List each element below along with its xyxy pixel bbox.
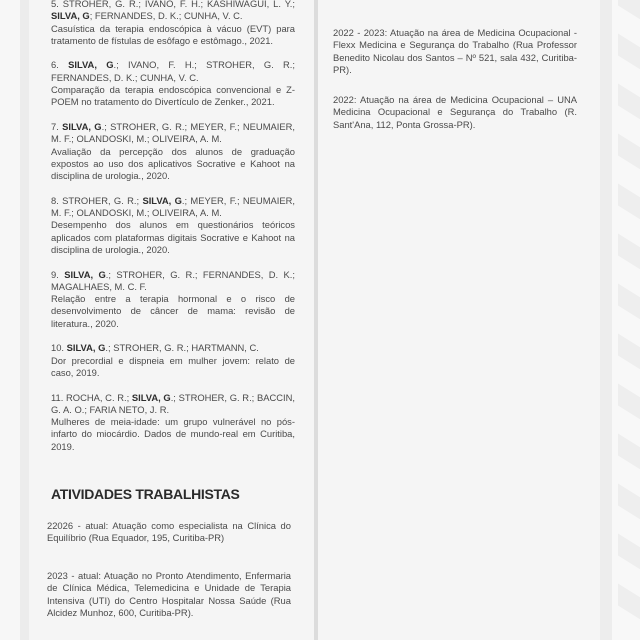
publication-item [51, 392, 295, 453]
highlighted-author: SILVA, G [51, 10, 90, 22]
publication-item [51, 59, 295, 108]
publication-item [51, 342, 295, 379]
publication-authors: 9. SILVA, G.; STROHER, G. R.; FERNANDES, D. K.; MAGALHAES, M. C. F. [51, 268, 296, 292]
left-margin [0, 0, 20, 640]
publication-item [51, 121, 295, 182]
highlighted-author: SILVA, G [142, 194, 182, 206]
highlighted-author: SILVA, G [64, 268, 106, 280]
publication-title: Desempenho dos alunos em questionários teóricos aplicados com plataformas digitais Socrative e Kahoot na disciplina de urologia., 2020. [51, 219, 295, 255]
decorative-stripe-pattern [612, 0, 640, 640]
publication-authors: 6. SILVA, G.; IVANO, F. H.; STROHER, G. R.; FERNANDES, D. K.; CUNHA, V. C. [51, 59, 296, 83]
publication-title: Casuística da terapia endoscópica à vácuo (EVT) para tratamento de fístulas de esôfago e estômago., 2021. [51, 22, 295, 46]
highlighted-author: SILVA, G [68, 59, 114, 71]
left-margin-band [20, 0, 29, 640]
publications-list [51, 0, 295, 465]
publication-authors: 10. SILVA, G.; STROHER, G. R.; HARTMANN, C. [51, 342, 259, 354]
publication-title: Dor precordial e dispneia em mulher jovem: relato de caso, 2019. [51, 354, 295, 378]
highlighted-author: SILVA, G [62, 120, 102, 132]
job-entry: 22026 - atual: Atuação como especialista na Clínica do Equilíbrio (Rua Equador, 195, Curitiba-PR) [47, 520, 291, 544]
job-entry: 2022: Atuação na área de Medicina Ocupacional – UNA Medicina Ocupacional e Segurança do Trabalho (R. Sant'Ana, 112, Ponta Grossa-PR). [333, 94, 577, 130]
publication-authors: 7. SILVA, G.; STROHER, G. R.; MEYER, F.; NEUMAIER, M. F.; OLANDOSKI, M.; OLIVEIRA, A. M. [51, 120, 295, 145]
publication-item [51, 0, 295, 47]
highlighted-author: SILVA, G [131, 391, 171, 403]
publication-item [51, 269, 295, 330]
publication-item [51, 195, 295, 256]
job-entry: 2023 - atual: Atuação no Pronto Atendimento, Enfermaria de Clínica Médica, Telemedicina e Unidade de Terapia Intensiva (UTI) do Centro Hospitalar Nossa Saúde (Rua Alcidez Munhoz, 600, Curitiba-PR). [47, 570, 291, 618]
publication-title: Avaliação da percepção dos alunos de graduação expostos ao uso dos aplicativos Socrative e Kahoot na disciplina de urologia., 2020. [51, 145, 295, 182]
publication-authors: 11. ROCHA, C. R.; SILVA, G.; STROHER, G. R.; BACCIN, G. A. O.; FARIA NETO, J. R. [51, 391, 295, 415]
job-entry: 2022 - 2023: Atuação na área de Medicina Ocupacional - Flexx Medicina e Segurança do Trabalho (Rua Professor Benedito Nicolau dos Santos – Nº 521, sala 432, Curitiba-PR). [333, 27, 577, 75]
publication-title: Mulheres de meia-idade: um grupo vulnerável no pós-infarto do miocárdio. Dados de mundo-real em Curitiba, 2019. [51, 416, 295, 452]
publication-authors: 8. STROHER, G. R.; SILVA, G.; MEYER, F.; NEUMAIER, M. F.; OLANDOSKI, M.; OLIVEIRA, A. M. [51, 194, 295, 219]
section-heading-work-activities: ATIVIDADES TRABALHISTAS [51, 486, 240, 502]
highlighted-author: SILVA, G [66, 342, 106, 354]
publication-authors: 5. STROHER, G. R.; IVANO, F. H.; KASHIWAGUI, L. Y.; SILVA, G; FERNANDES, D. K.; CUNHA, V. C. [51, 0, 295, 22]
publication-title: Comparação da terapia endoscópica convencional e Z-POEM no tratamento do Divertículo de Zenker., 2021. [51, 84, 295, 108]
right-margin-band [600, 0, 612, 640]
publication-title: Relação entre a terapia hormonal e o risco de desenvolvimento de câncer de mama: revisão de literatura., 2020. [51, 293, 295, 329]
